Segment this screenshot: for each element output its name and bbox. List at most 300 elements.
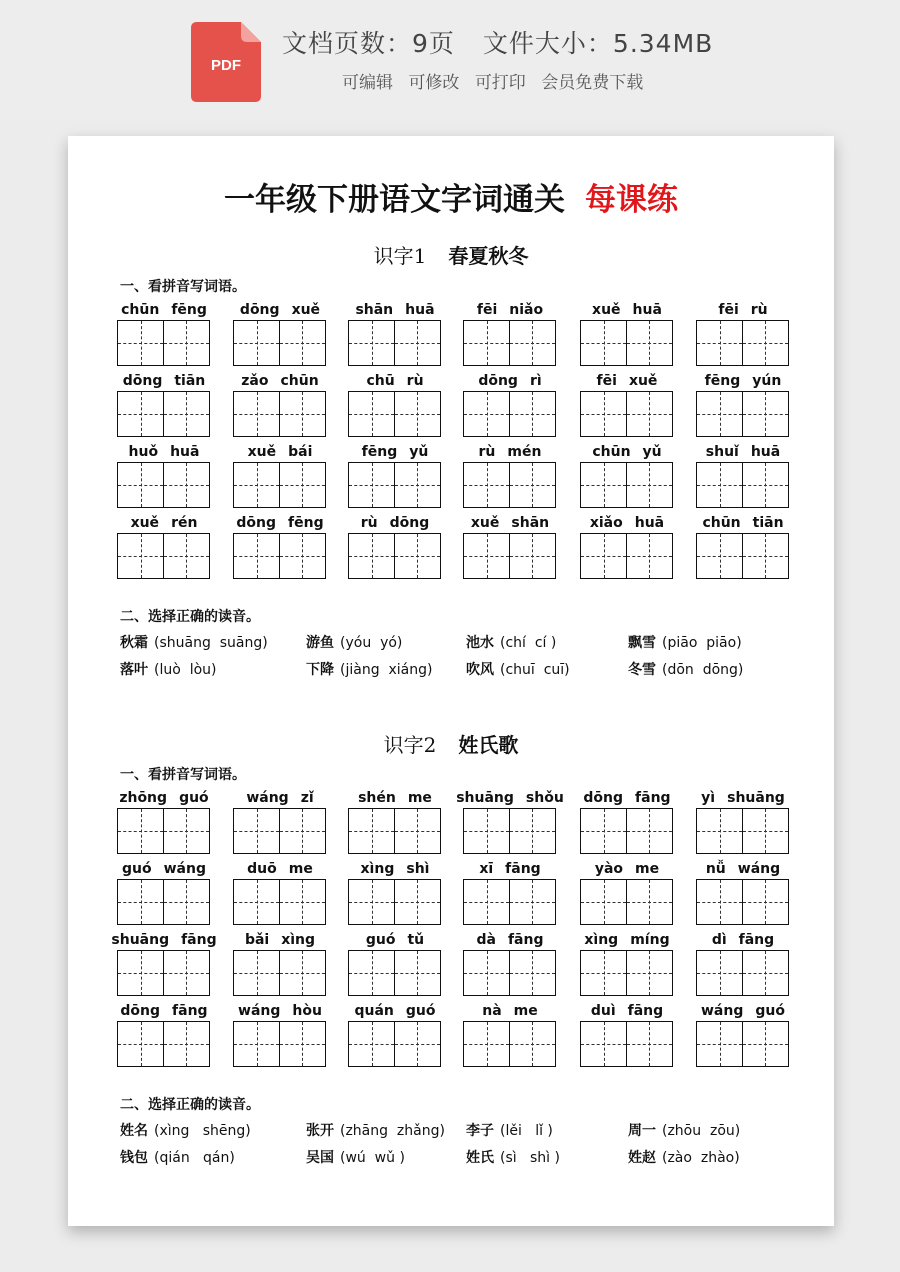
word-cell <box>233 373 327 443</box>
choice-item <box>466 1120 553 1140</box>
pinyin-syllable: chūn <box>592 444 631 460</box>
writing-boxes <box>348 950 442 996</box>
pinyin-label <box>348 373 442 389</box>
tianzige-box[interactable] <box>279 808 326 854</box>
tianzige-box[interactable] <box>394 391 441 437</box>
pinyin-syllable: guó <box>179 790 209 806</box>
writing-boxes <box>696 533 790 579</box>
tianzige-box[interactable] <box>626 533 673 579</box>
choice-word: 姓赵 <box>628 1150 656 1166</box>
writing-boxes <box>348 391 442 437</box>
tianzige-box[interactable] <box>117 808 164 854</box>
pinyin-syllable: rì <box>529 373 542 389</box>
pinyin-syllable: wáng <box>163 861 206 877</box>
writing-boxes <box>348 808 442 854</box>
pinyin-label <box>233 302 327 318</box>
pinyin-label <box>463 515 557 531</box>
choice-item <box>306 659 432 679</box>
tianzige-box[interactable] <box>626 879 673 925</box>
pinyin-syllable: bái <box>288 444 313 460</box>
pinyin-syllable: fāng <box>627 1003 664 1019</box>
pinyin-syllable: huā <box>405 302 435 318</box>
pinyin-syllable: fēi <box>718 302 739 318</box>
pdf-label: PDF <box>211 57 241 74</box>
tianzige-box[interactable] <box>742 533 789 579</box>
choice-options: (zhōu zōu) <box>662 1123 741 1139</box>
choice-word: 秋霜 <box>120 635 148 651</box>
pinyin-syllable: fāng <box>507 932 544 948</box>
word-cell <box>696 790 790 860</box>
choice-word: 池水 <box>466 635 494 651</box>
tianzige-box[interactable] <box>163 879 210 925</box>
tianzige-box[interactable] <box>742 320 789 366</box>
choice-item <box>120 1120 251 1140</box>
pinyin-label <box>696 861 790 877</box>
writing-boxes <box>233 808 327 854</box>
tianzige-box[interactable] <box>233 808 280 854</box>
choice-item <box>466 632 556 652</box>
tianzige-box[interactable] <box>509 950 556 996</box>
pinyin-syllable: me <box>513 1003 538 1019</box>
pinyin-syllable: chūn <box>121 302 160 318</box>
tianzige-box[interactable] <box>580 320 627 366</box>
word-cell <box>233 302 327 372</box>
pinyin-syllable: guó <box>365 932 396 948</box>
pinyin-syllable: shān <box>511 515 550 531</box>
word-cell <box>348 444 442 514</box>
pinyin-syllable: shǒu <box>525 790 564 806</box>
lesson-name: 春夏秋冬 <box>448 244 529 268</box>
pinyin-syllable: wáng <box>238 1003 281 1019</box>
writing-boxes <box>463 462 557 508</box>
tianzige-box[interactable] <box>394 950 441 996</box>
tianzige-box[interactable] <box>279 879 326 925</box>
tianzige-box[interactable] <box>348 533 395 579</box>
tianzige-box[interactable] <box>696 462 743 508</box>
choice-options: (shuāng suāng) <box>154 635 268 651</box>
choice-options: (wú wǔ ) <box>340 1150 405 1166</box>
tianzige-box[interactable] <box>279 391 326 437</box>
tianzige-box[interactable] <box>117 879 164 925</box>
tianzige-box[interactable] <box>463 462 510 508</box>
pinyin-syllable: xuě <box>130 515 160 531</box>
tianzige-box[interactable] <box>348 1021 395 1067</box>
pinyin-syllable: guó <box>755 1003 785 1019</box>
tianzige-box[interactable] <box>626 320 673 366</box>
word-cell <box>233 515 327 585</box>
word-cell <box>233 444 327 514</box>
writing-boxes <box>463 533 557 579</box>
tianzige-box[interactable] <box>394 879 441 925</box>
pinyin-syllable: xuě <box>291 302 321 318</box>
word-cell <box>117 515 211 585</box>
tianzige-box[interactable] <box>626 462 673 508</box>
file-meta <box>282 24 741 60</box>
tianzige-box[interactable] <box>394 808 441 854</box>
tianzige-box[interactable] <box>742 879 789 925</box>
pinyin-syllable: huā <box>634 515 665 531</box>
word-cell <box>580 1003 674 1073</box>
title-accent: 每课练 <box>585 182 678 218</box>
tianzige-box[interactable] <box>233 391 280 437</box>
tianzige-box[interactable] <box>463 808 510 854</box>
word-cell <box>233 1003 327 1073</box>
tianzige-box[interactable] <box>742 808 789 854</box>
pinyin-label <box>696 1003 790 1019</box>
writing-boxes <box>233 1021 327 1067</box>
tianzige-box[interactable] <box>163 1021 210 1067</box>
pinyin-syllable: yún <box>752 373 782 389</box>
pinyin-syllable: guó <box>405 1003 436 1019</box>
tianzige-box[interactable] <box>509 462 556 508</box>
tianzige-box[interactable] <box>233 1021 280 1067</box>
pinyin-syllable: fāng <box>505 861 541 877</box>
word-cell <box>456 790 564 860</box>
tianzige-box[interactable] <box>163 462 210 508</box>
choice-options: (chuī cuī) <box>500 662 570 678</box>
tianzige-box[interactable] <box>742 1021 789 1067</box>
pinyin-syllable: dōng <box>583 790 624 806</box>
writing-boxes <box>696 462 790 508</box>
pinyin-syllable: chūn <box>702 515 741 531</box>
tianzige-box[interactable] <box>626 950 673 996</box>
pinyin-label <box>580 861 674 877</box>
writing-boxes <box>696 950 790 996</box>
pinyin-label <box>696 444 790 460</box>
tianzige-box[interactable] <box>580 879 627 925</box>
word-cell <box>463 1003 557 1073</box>
writing-boxes <box>348 462 442 508</box>
writing-boxes <box>580 533 674 579</box>
word-cell <box>233 790 327 860</box>
tianzige-box[interactable] <box>279 533 326 579</box>
word-cell <box>580 373 674 443</box>
pinyin-syllable: nà <box>482 1003 502 1019</box>
tianzige-box[interactable] <box>580 950 627 996</box>
pinyin-label <box>580 790 674 806</box>
pinyin-label <box>463 861 557 877</box>
word-cell <box>348 373 442 443</box>
pdf-file-icon <box>191 22 261 102</box>
word-cell <box>348 932 442 1002</box>
pinyin-syllable: zhōng <box>119 790 168 806</box>
pinyin-syllable: quán <box>354 1003 394 1019</box>
tianzige-box[interactable] <box>394 533 441 579</box>
word-cell <box>580 302 674 372</box>
writing-boxes <box>117 462 211 508</box>
tianzige-box[interactable] <box>163 533 210 579</box>
tianzige-box[interactable] <box>580 1021 627 1067</box>
writing-boxes <box>117 950 211 996</box>
word-cell <box>233 861 327 931</box>
pinyin-label <box>348 302 442 318</box>
pinyin-label <box>463 302 557 318</box>
word-cell <box>696 302 790 372</box>
writing-boxes <box>233 533 327 579</box>
lesson-title <box>68 729 834 758</box>
pinyin-label <box>580 515 674 531</box>
tianzige-box[interactable] <box>463 533 510 579</box>
tianzige-box[interactable] <box>163 808 210 854</box>
choice-word: 周一 <box>628 1123 656 1139</box>
writing-boxes <box>580 808 674 854</box>
writing-boxes <box>348 879 442 925</box>
pinyin-label <box>580 1003 674 1019</box>
pinyin-syllable: fāng <box>635 790 671 806</box>
choice-item <box>466 659 570 679</box>
pinyin-syllable: dōng <box>236 515 277 531</box>
word-cell <box>580 444 674 514</box>
tianzige-box[interactable] <box>163 950 210 996</box>
feature-item: 可编辑 <box>342 73 393 93</box>
tianzige-box[interactable] <box>509 808 556 854</box>
tianzige-box[interactable] <box>117 391 164 437</box>
tianzige-box[interactable] <box>509 879 556 925</box>
tianzige-box[interactable] <box>580 462 627 508</box>
choice-options: (zhāng zhǎng) <box>340 1123 445 1139</box>
pinyin-label <box>348 1003 442 1019</box>
tianzige-box[interactable] <box>233 879 280 925</box>
word-cell <box>111 932 217 1002</box>
pinyin-syllable: wáng <box>246 790 289 806</box>
writing-boxes <box>580 950 674 996</box>
pinyin-syllable: mén <box>507 444 542 460</box>
pinyin-syllable: fēng <box>361 444 398 460</box>
tianzige-box[interactable] <box>279 950 326 996</box>
tianzige-box[interactable] <box>348 879 395 925</box>
tianzige-box[interactable] <box>626 808 673 854</box>
tianzige-box[interactable] <box>348 950 395 996</box>
tianzige-box[interactable] <box>348 808 395 854</box>
tianzige-box[interactable] <box>279 462 326 508</box>
tianzige-box[interactable] <box>117 1021 164 1067</box>
tianzige-box[interactable] <box>233 533 280 579</box>
tianzige-box[interactable] <box>509 533 556 579</box>
pinyin-label <box>233 932 327 948</box>
tianzige-box[interactable] <box>163 320 210 366</box>
choice-options: (dōn dōng) <box>662 662 744 678</box>
section-heading: 二、选择正确的读音。 <box>120 609 260 625</box>
choice-word: 飘雪 <box>628 635 656 651</box>
choice-item <box>120 1147 235 1167</box>
word-cell <box>348 302 442 372</box>
pronunciation-choices <box>120 632 800 692</box>
choice-options: (zào zhào) <box>662 1150 740 1166</box>
word-cell <box>117 861 211 931</box>
writing-boxes <box>117 1021 211 1067</box>
pinyin-syllable: bǎi <box>244 932 270 948</box>
writing-boxes <box>233 950 327 996</box>
word-cell <box>117 302 211 372</box>
pinyin-syllable: shuāng <box>111 932 170 948</box>
writing-boxes <box>233 391 327 437</box>
tianzige-box[interactable] <box>696 533 743 579</box>
pinyin-syllable: duō <box>247 861 277 877</box>
tianzige-box[interactable] <box>696 950 743 996</box>
tianzige-box[interactable] <box>696 1021 743 1067</box>
tianzige-box[interactable] <box>580 391 627 437</box>
choice-word: 李子 <box>466 1123 494 1139</box>
pinyin-label <box>117 302 211 318</box>
pinyin-syllable: huā <box>750 444 781 460</box>
tianzige-box[interactable] <box>696 320 743 366</box>
pinyin-syllable: xìng <box>584 932 619 948</box>
document-title <box>68 174 834 219</box>
tianzige-box[interactable] <box>117 320 164 366</box>
word-cell <box>696 515 790 585</box>
word-cell <box>696 444 790 514</box>
choice-item <box>628 659 743 679</box>
pinyin-label <box>348 861 442 877</box>
pinyin-syllable: rù <box>360 515 378 531</box>
tianzige-box[interactable] <box>626 391 673 437</box>
pronunciation-choices <box>120 1120 800 1180</box>
writing-boxes <box>117 320 211 366</box>
choice-item <box>466 1147 560 1167</box>
pinyin-grid <box>117 302 792 582</box>
writing-boxes <box>580 391 674 437</box>
tianzige-box[interactable] <box>509 320 556 366</box>
choice-item <box>628 1147 740 1167</box>
pinyin-syllable: shì <box>406 861 430 877</box>
pinyin-syllable: wáng <box>701 1003 744 1019</box>
word-cell <box>580 790 674 860</box>
tianzige-box[interactable] <box>463 320 510 366</box>
tianzige-box[interactable] <box>163 391 210 437</box>
word-cell <box>463 515 557 585</box>
pinyin-syllable: huǒ <box>128 444 159 460</box>
tianzige-box[interactable] <box>348 462 395 508</box>
pinyin-syllable: xuě <box>247 444 277 460</box>
pinyin-syllable: xìng <box>281 932 316 948</box>
choice-word: 吹风 <box>466 662 494 678</box>
tianzige-box[interactable] <box>394 462 441 508</box>
word-cell <box>696 861 790 931</box>
tianzige-box[interactable] <box>117 950 164 996</box>
writing-boxes <box>348 320 442 366</box>
choice-item <box>306 1147 405 1167</box>
word-cell <box>348 790 442 860</box>
tianzige-box[interactable] <box>742 950 789 996</box>
choice-item <box>628 632 742 652</box>
tianzige-box[interactable] <box>394 320 441 366</box>
tianzige-box[interactable] <box>394 1021 441 1067</box>
pinyin-label <box>117 444 211 460</box>
tianzige-box[interactable] <box>279 320 326 366</box>
pinyin-syllable: dì <box>711 932 727 948</box>
word-cell <box>580 861 674 931</box>
pinyin-syllable: fēng <box>704 373 741 389</box>
pinyin-syllable: huā <box>170 444 200 460</box>
pinyin-syllable: xiǎo <box>589 515 623 531</box>
tianzige-box[interactable] <box>580 533 627 579</box>
pinyin-label <box>117 373 211 389</box>
pinyin-syllable: fāng <box>738 932 775 948</box>
pinyin-label <box>463 932 557 948</box>
tianzige-box[interactable] <box>233 462 280 508</box>
pinyin-syllable: rén <box>171 515 198 531</box>
pinyin-syllable: rù <box>478 444 496 460</box>
writing-boxes <box>117 391 211 437</box>
pinyin-syllable: me <box>407 790 432 806</box>
word-cell <box>463 861 557 931</box>
tianzige-box[interactable] <box>696 808 743 854</box>
tianzige-box[interactable] <box>626 1021 673 1067</box>
writing-boxes <box>696 1021 790 1067</box>
pinyin-syllable: duì <box>590 1003 616 1019</box>
pinyin-syllable: dōng <box>120 1003 161 1019</box>
tianzige-box[interactable] <box>509 391 556 437</box>
choice-item <box>120 659 216 679</box>
tianzige-box[interactable] <box>742 391 789 437</box>
pinyin-syllable: shuǐ <box>705 444 739 460</box>
tianzige-box[interactable] <box>742 462 789 508</box>
pinyin-label <box>580 302 674 318</box>
choice-item <box>120 632 268 652</box>
writing-boxes <box>463 1021 557 1067</box>
pinyin-syllable: xìng <box>360 861 395 877</box>
tianzige-box[interactable] <box>463 391 510 437</box>
pinyin-syllable: shuāng <box>456 790 514 806</box>
word-cell <box>696 932 790 1002</box>
choice-word: 姓名 <box>120 1123 148 1139</box>
pinyin-syllable: yǔ <box>409 444 429 460</box>
choice-item <box>628 1120 740 1140</box>
word-cell <box>233 932 327 1002</box>
word-cell <box>463 373 557 443</box>
choice-word: 下降 <box>306 662 334 678</box>
tianzige-box[interactable] <box>348 320 395 366</box>
pinyin-syllable: dōng <box>478 373 518 389</box>
tianzige-box[interactable] <box>463 950 510 996</box>
choice-options: (qián qán) <box>154 1150 235 1166</box>
lesson-name: 姓氏歌 <box>458 733 519 757</box>
pinyin-label <box>456 790 564 806</box>
lesson-number: 识字2 <box>383 733 437 757</box>
tianzige-box[interactable] <box>696 391 743 437</box>
tianzige-box[interactable] <box>117 533 164 579</box>
lesson-number: 识字1 <box>373 244 427 268</box>
pinyin-label <box>233 444 327 460</box>
word-cell <box>696 373 790 443</box>
file-size: 文件大小：5.34MB <box>482 29 714 58</box>
pinyin-syllable: dōng <box>239 302 280 318</box>
pinyin-label <box>117 1003 211 1019</box>
pinyin-syllable: fēng <box>171 302 207 318</box>
word-cell <box>117 790 211 860</box>
pinyin-syllable: xuě <box>628 373 658 389</box>
tianzige-box[interactable] <box>233 950 280 996</box>
tianzige-box[interactable] <box>463 1021 510 1067</box>
choice-word: 吴国 <box>306 1150 334 1166</box>
tianzige-box[interactable] <box>233 320 280 366</box>
pinyin-syllable: chū <box>366 373 395 389</box>
choice-options: (jiàng xiáng) <box>340 662 433 678</box>
tianzige-box[interactable] <box>580 808 627 854</box>
tianzige-box[interactable] <box>279 1021 326 1067</box>
tianzige-box[interactable] <box>509 1021 556 1067</box>
writing-boxes <box>696 391 790 437</box>
tianzige-box[interactable] <box>696 879 743 925</box>
tianzige-box[interactable] <box>348 391 395 437</box>
pinyin-syllable: yào <box>594 861 624 877</box>
pinyin-label <box>233 515 327 531</box>
pinyin-label <box>580 932 674 948</box>
tianzige-box[interactable] <box>117 462 164 508</box>
lesson-title <box>68 240 834 269</box>
pinyin-syllable: fēi <box>476 302 498 318</box>
tianzige-box[interactable] <box>463 879 510 925</box>
